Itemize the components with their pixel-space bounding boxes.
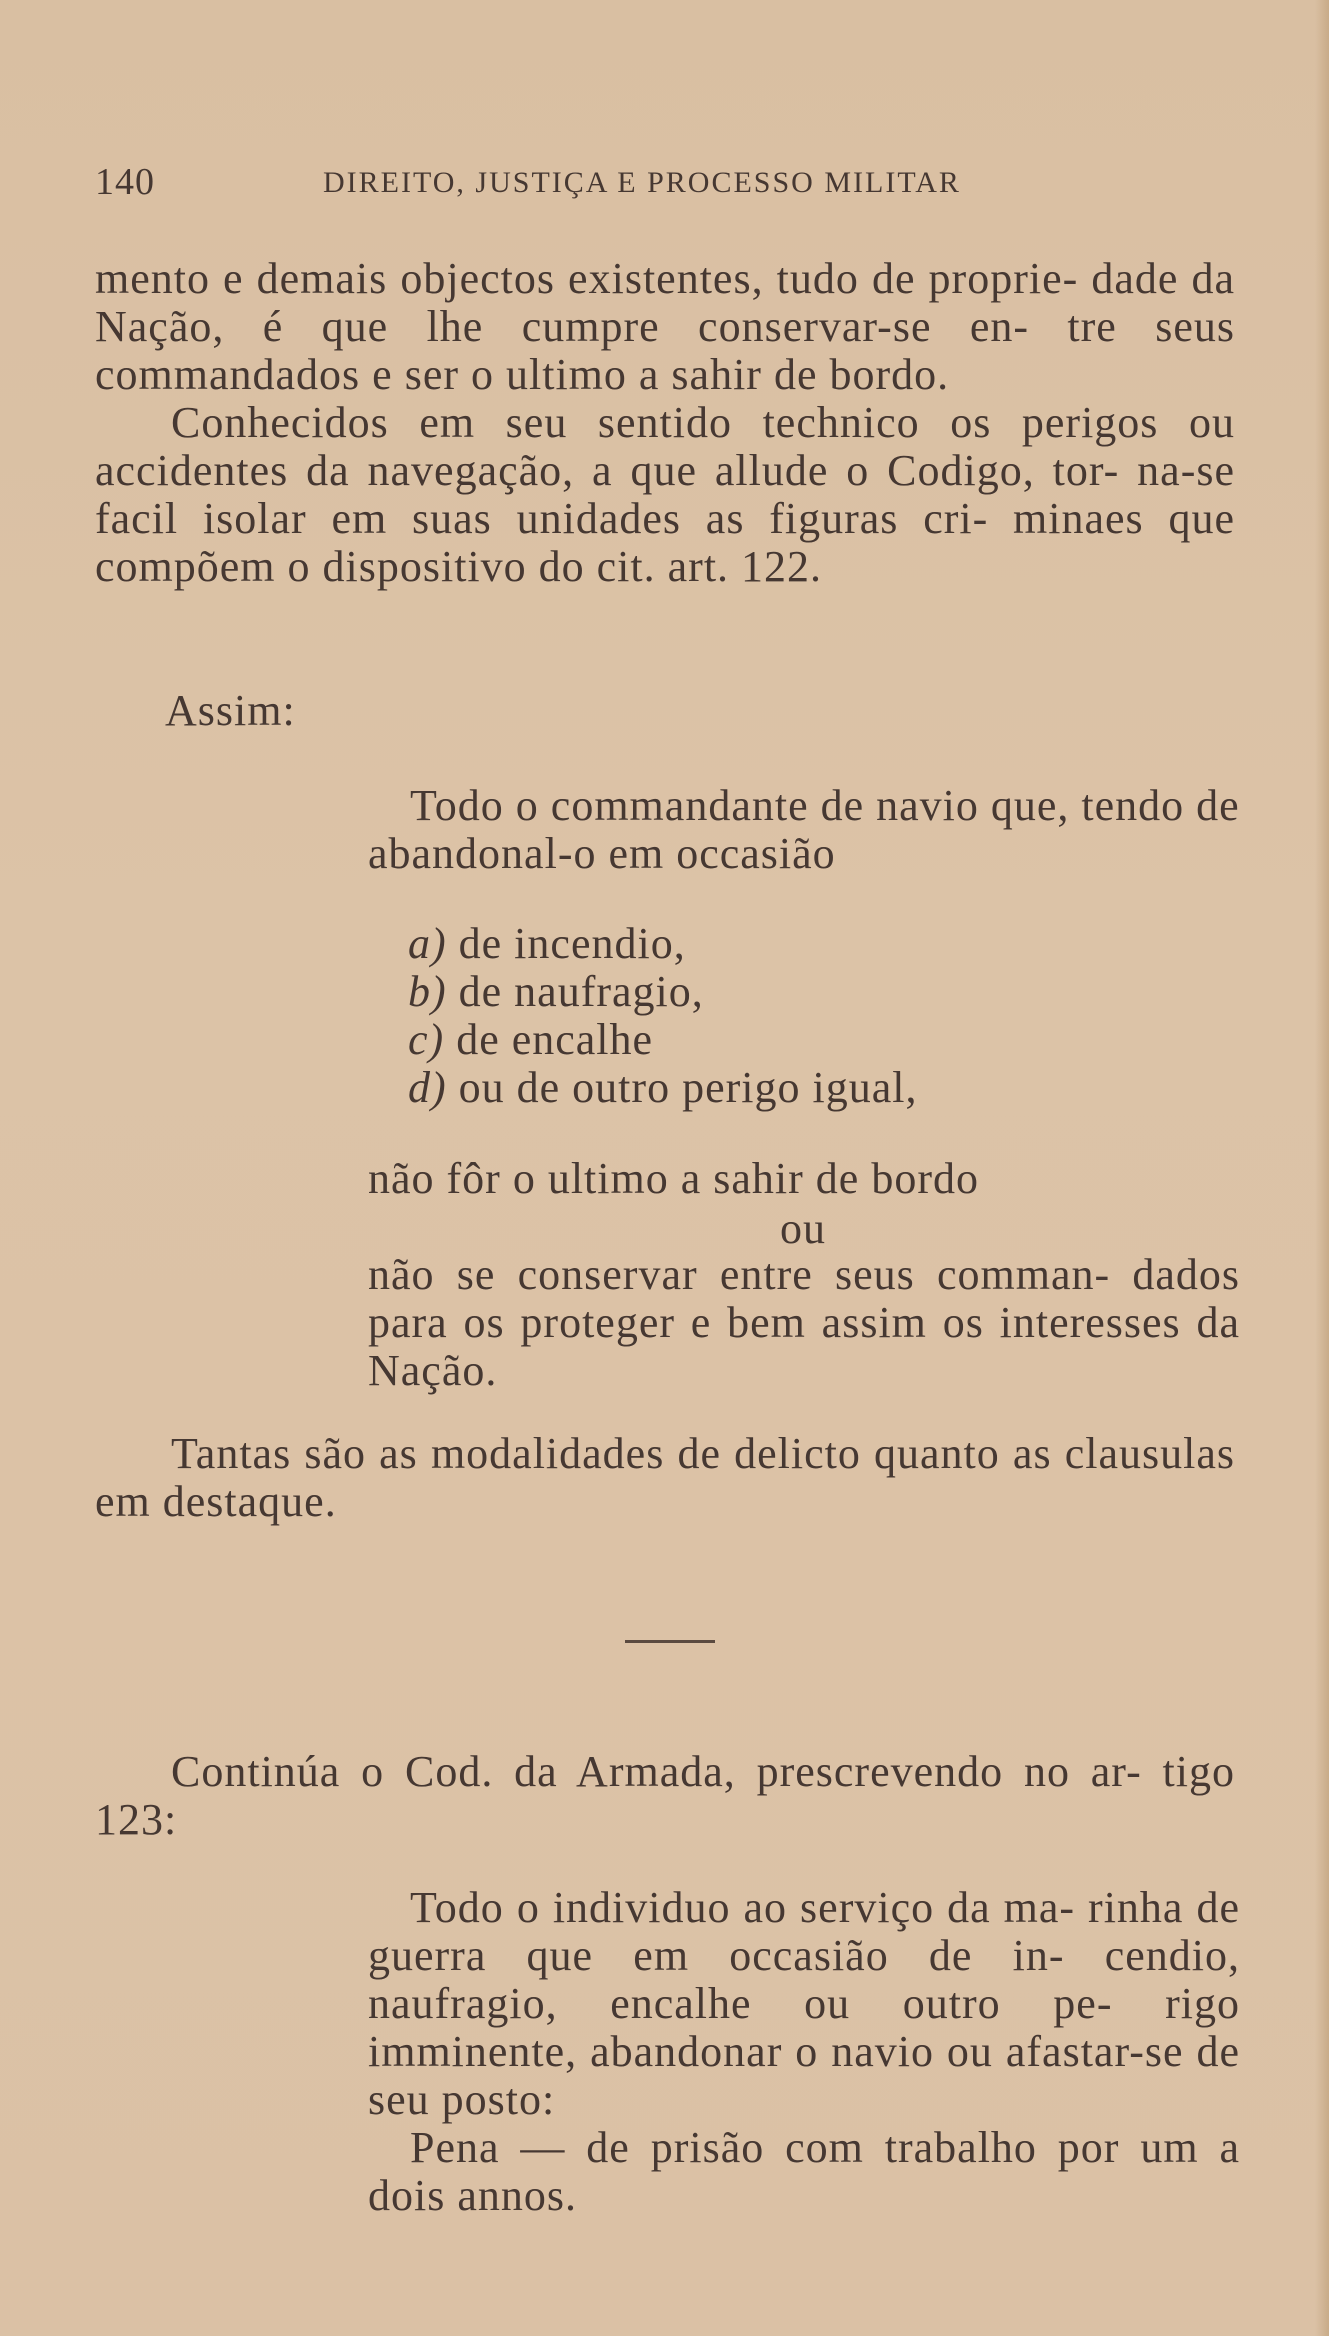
quote-intro-text: Todo o commandante de navio que, tendo de abandonal-o em occasião [368, 781, 1240, 878]
paragraph-continua-text: Continúa o Cod. da Armada, prescrevendo no ar- tigo 123: [95, 1747, 1235, 1844]
list-item [408, 1064, 917, 1112]
list-marker: d) [408, 1063, 447, 1112]
quote-tail-text: não se conservar entre seus comman- dados para os proteger e bem assim os interesses da Nação. [368, 1250, 1240, 1395]
paragraph-continuation: mento e demais objectos existentes, tudo de proprie- dade da Nação, é que lhe cumpre conservar-se en- tre seus commandados e ser o ultimo a sahir de bordo. [95, 254, 1235, 399]
list-text: ou de outro perigo igual, [458, 1063, 918, 1112]
page-edge-shadow [1315, 0, 1329, 2336]
running-head: DIREITO, JUSTIÇA E PROCESSO MILITAR [323, 166, 961, 199]
quote-condition [368, 1155, 1240, 1203]
quote-condition-text: não fôr o ultimo a sahir de bordo [368, 1154, 979, 1203]
page-header [95, 160, 1235, 220]
page-number: 140 [95, 161, 155, 203]
paragraph-continua [95, 1748, 1235, 1844]
quote-penalty: Pena — de prisão com trabalho por um a dois annos. [368, 2123, 1240, 2220]
paragraph-group-1 [95, 255, 1235, 591]
quote-article-123-text: Todo o individuo ao serviço da ma- rinha de guerra que em occasião de in- cendio, naufragio, encalhe ou outro pe- rigo imminente, abandonar o navio ou afastar-se de seu posto: [368, 1883, 1240, 2124]
paragraph-modalidades [95, 1430, 1235, 1526]
paragraph-perigos: Conhecidos em seu sentido technico os perigos ou accidentes da navegação, a que allude o Codigo, tor- na-se facil isolar em suas unidades as figuras cri- minaes que compõem o dispositivo do cit. art. 122. [95, 398, 1235, 591]
list-marker: a) [408, 919, 447, 968]
list-marker: b) [408, 967, 447, 1016]
assim-label: Assim: [165, 686, 296, 735]
list-text: de naufragio, [458, 967, 704, 1016]
list-item [408, 920, 917, 968]
list-item [408, 1016, 917, 1064]
list-marker: c) [408, 1015, 445, 1064]
quote-article-123 [368, 1884, 1240, 2220]
list-item [408, 968, 917, 1016]
paragraph-modalidades-text: Tantas são as modalidades de delicto quanto as clausulas em destaque. [95, 1429, 1235, 1526]
quote-intro [368, 782, 1240, 878]
quote-tail [368, 1251, 1240, 1395]
perils-list [408, 920, 917, 1112]
list-text: de incendio, [458, 919, 686, 968]
list-text: de encalhe [456, 1015, 654, 1064]
quote-ou: ou [780, 1204, 826, 1253]
section-divider [625, 1640, 715, 1643]
